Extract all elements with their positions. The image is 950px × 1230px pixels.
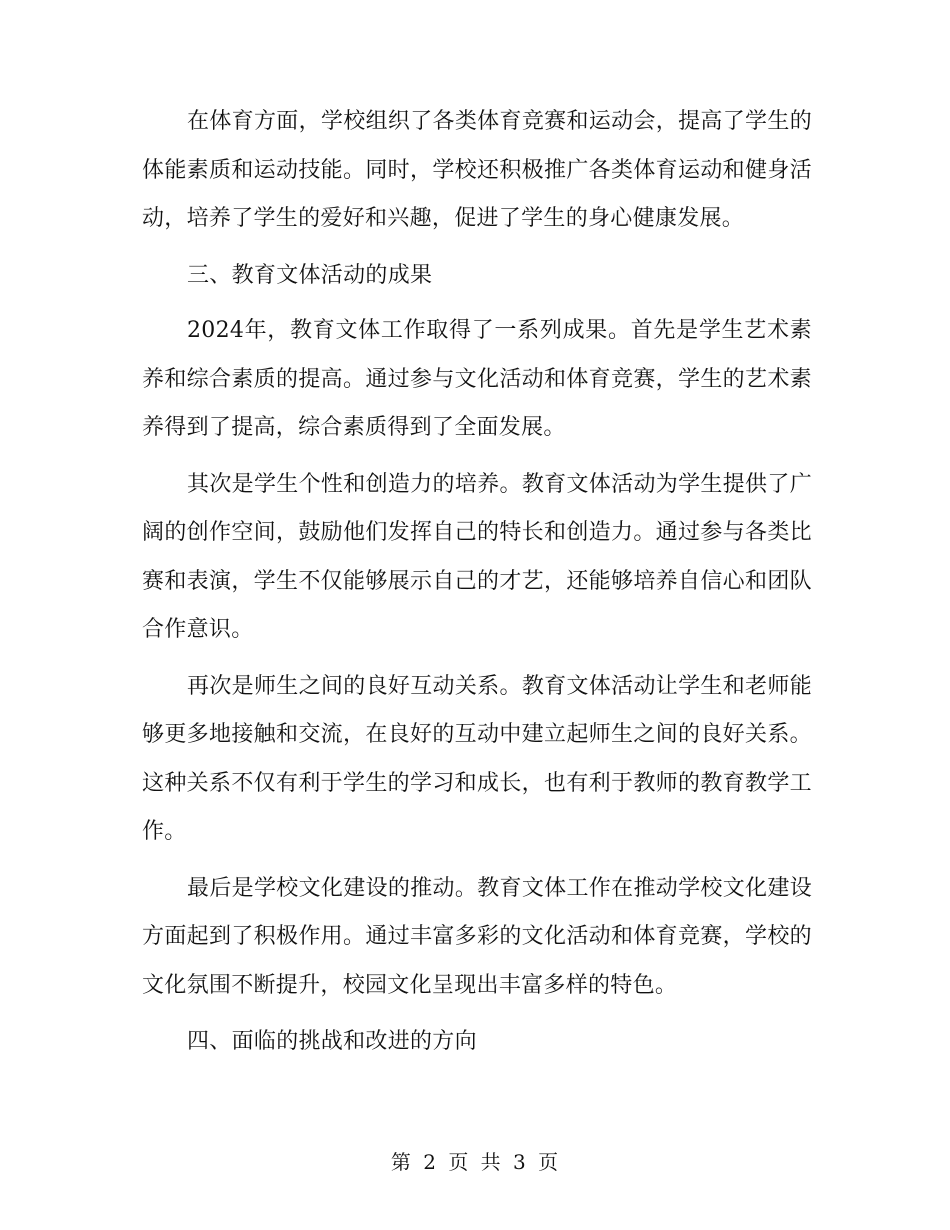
document-body	[142, 98, 812, 1074]
paragraph-sports: 在体育方面，学校组织了各类体育竞赛和运动会，提高了学生的体能素质和运动技能。同时，学校还积极推广各类体育运动和健身活动，培养了学生的爱好和兴趣，促进了学生的身心健康发展。	[142, 109, 812, 231]
page-number-footer: 第 2 页 共 3 页	[390, 1150, 560, 1174]
section-heading-challenges: 四、面临的挑战和改进的方向	[187, 1029, 477, 1054]
paragraph-teacher-student: 再次是师生之间的良好互动关系。教育文体活动让学生和老师能够更多地接触和交流，在良好的互动中建立起师生之间的良好关系。这种关系不仅有利于学生的学习和成长，也有利于教师的教育教学工作。	[142, 673, 812, 844]
section-heading-achievements: 三、教育文体活动的成果	[187, 262, 433, 288]
paragraph-school-culture: 最后是学校文化建设的推动。教育文体工作在推动学校文化建设方面起到了积极作用。通过丰富多彩的文化活动和体育竞赛，学校的文化氛围不断提升，校园文化呈现出丰富多样的特色。	[142, 875, 812, 998]
paragraph-creativity: 其次是学生个性和创造力的培养。教育文体活动为学生提供了广阔的创作空间，鼓励他们发挥自己的特长和创造力。通过参与各类比赛和表演，学生不仅能够展示自己的才艺，还能够培养自信心和团队合作意识。	[142, 471, 812, 642]
paragraph-achievements-intro: 2024年，教育文体工作取得了一系列成果。首先是学生艺术素养和综合素质的提高。通过参与文化活动和体育竞赛，学生的艺术素养得到了提高，综合素质得到了全面发展。	[142, 318, 812, 440]
